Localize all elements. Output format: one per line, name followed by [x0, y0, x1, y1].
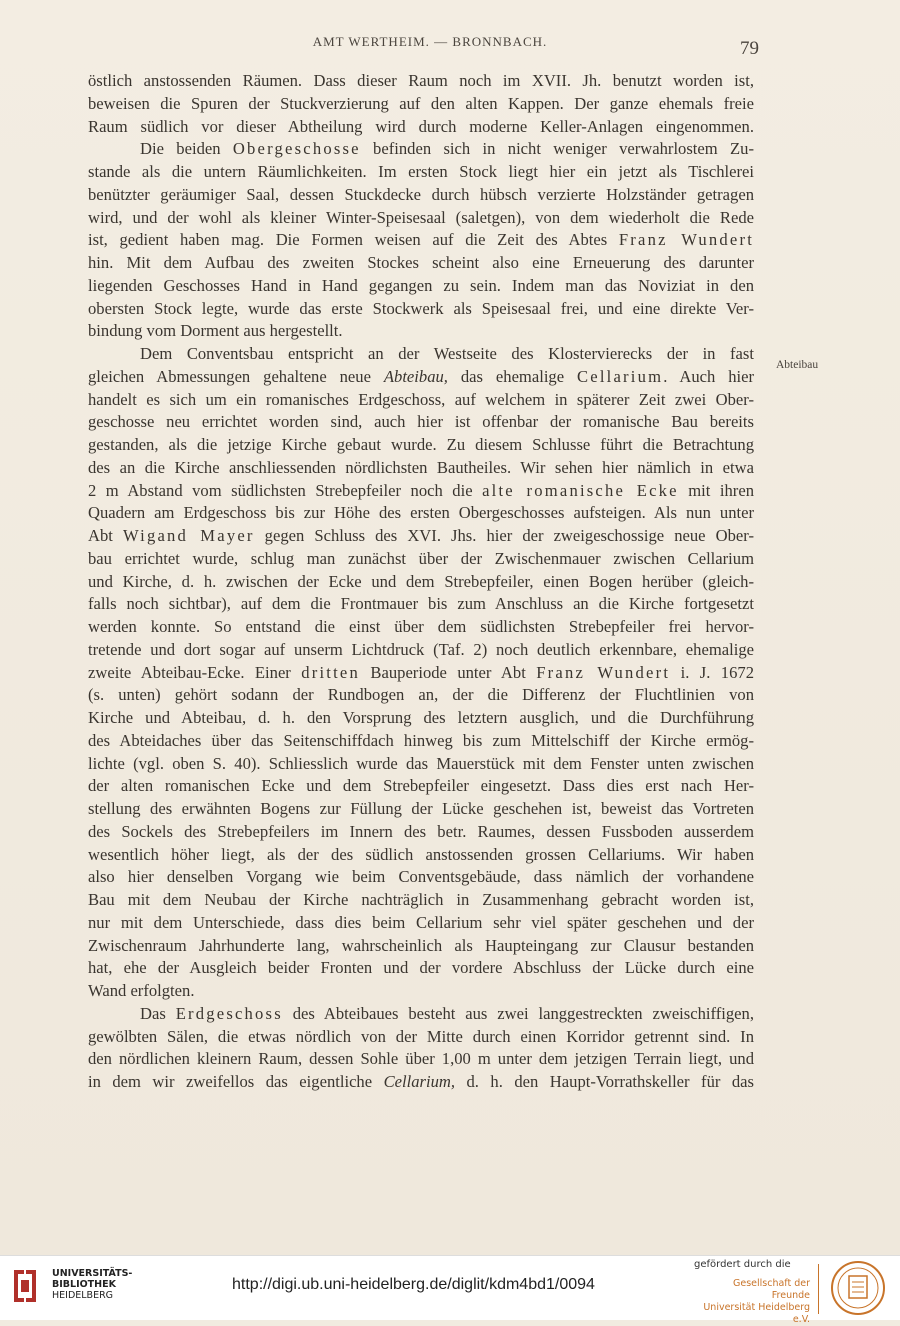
text-line: benützter geräumiger Saal, dessen Stuckdecke durch hübsch verzierte Holzständer getragen: [88, 184, 754, 204]
footer-divider: [818, 1264, 819, 1314]
ub-heidelberg-logo-icon[interactable]: [10, 1266, 40, 1306]
ub-name: UNIVERSITÄTS- BIBLIOTHEK HEIDELBERG: [52, 1268, 133, 1301]
page-number: 79: [740, 38, 759, 59]
text-line: nur mit dem Unterschiede, dass dies beim Cellarium sehr viel später geschehen und der: [88, 912, 754, 932]
text-line: liegenden Geschosses Hand in Hand gegangen zu sein. Indem man das Noviziat in den: [88, 275, 754, 295]
text-line: Kirche und Abteibau, d. h. den Vorsprung des letztern ausglich, und die Durchführung: [88, 708, 754, 727]
university-seal-icon: [830, 1260, 886, 1316]
text-line: beweisen die Spuren der Stuckverzierung auf den alten Kappen. Der ganze ehemals freie: [88, 93, 754, 113]
text-line: bindung vom Dorment aus hergestellt.: [88, 321, 343, 341]
body-text: [88, 70, 754, 1094]
text-line: handelt es sich um ein romanisches Erdgeschoss, auf welchem in späterer Zeit zwei Ober-: [88, 389, 754, 409]
text-line: werden konnte. So entstand die einst über dem südlichsten Strebepfeiler frei hervor-: [88, 617, 754, 636]
supported-by-label: gefördert durch die: [694, 1259, 791, 1270]
footer-bar: [0, 1255, 900, 1325]
text-line: (s. unten) gehört sodann der Rundbogen an, der die Differenz der Fluchtlinien von: [88, 685, 754, 705]
text-line: Raum südlich vor dieser Abtheilung wird durch moderne Keller-Anlagen eingenommen.: [88, 116, 754, 136]
text-line: wird, und der wohl als kleiner Winter-Speisesaal (saletgen), von dem wiederholt die Rede: [88, 207, 754, 227]
text-line: bau errichtet wurde, schlug man zunächst über der Zwischenmauer zwischen Cellarium: [88, 548, 754, 568]
text-line: tretende und dort sogar auf unserm Lichtdruck (Taf. 2) noch deutlich erkennbare, ehemalige: [88, 639, 754, 659]
text-line: stellung des erwähnten Bogens zur Füllung der Lücke geschehen ist, beweist das Vortreten: [88, 799, 754, 818]
text-line: geschosse neu errichtet worden sind, auch hier ist offenbar der romanische Bau bereits: [88, 412, 754, 432]
text-line: 2 m Abstand vom südlichsten Strebepfeiler noch die alte romanische Ecke mit ihren: [88, 480, 754, 500]
text-line: falls noch sichtbar), auf dem die Frontmauer bis zum Anschluss an die Kirche fortgesetzt: [88, 594, 754, 614]
text-line: Bau mit dem Neubau der Kirche nachträglich in Zusammenhang gebracht worden ist,: [88, 890, 754, 909]
permalink-url[interactable]: http://digi.ub.uni-heidelberg.de/diglit/kdm4bd1/0094: [232, 1276, 595, 1293]
text-line: hin. Mit dem Aufbau des zweiten Stockes scheint also eine Erneuerung des darunter: [88, 253, 754, 272]
text-line: in dem wir zweifellos das eigentliche Cellarium, d. h. den Haupt-Vorrathskeller für das: [88, 1072, 754, 1091]
text-line: gestanden, als die jetzige Kirche gebaut wurde. Zu diesem Schlusse führt die Betrachtung: [88, 435, 754, 454]
text-line: hat, ehe der Ausgleich beider Fronten und der vordere Abschluss der Lücke durch eine: [88, 958, 754, 978]
text-line: also hier denselben Vorgang wie beim Conventsgebäude, dass nämlich der vorhandene: [88, 867, 754, 887]
text-line: gewölbten Sälen, die etwas nördlich von der Mitte durch einen Korridor getrennt sind. In: [88, 1026, 754, 1046]
text-line: wesentlich höher liegt, als der des südlich anstossenden grossen Cellariums. Wir haben: [88, 844, 754, 864]
text-line: Das Erdgeschoss des Abteibaues besteht aus zwei langgestreckten zweischiffigen,: [140, 1003, 754, 1023]
text-line: ist, gedient haben mag. Die Formen weisen auf die Zeit des Abtes Franz Wundert: [88, 230, 755, 250]
text-line: lichte (vgl. oben S. 40). Schliesslich wurde das Mauerstück mit dem Fenster unten zwischen: [88, 753, 754, 773]
text-line: Quadern am Erdgeschoss bis zur Höhe des ersten Obergeschosses aufsteigen. Als nun unter: [88, 503, 754, 523]
society-name[interactable]: Gesellschaft der Freunde Universität Heidelberg e.V.: [703, 1278, 810, 1325]
text-line: Zwischenraum Jahrhunderte lang, wahrscheinlich als Haupteingang zur Clausur bestanden: [88, 935, 754, 955]
text-line: Dem Conventsbau entspricht an der Westseite des Klostervierecks der in fast: [140, 344, 754, 363]
text-line: östlich anstossenden Räumen. Dass dieser Raum noch im XVII. Jh. benutzt worden ist,: [88, 71, 754, 90]
text-line: obersten Stock legte, wurde das erste Stockwerk als Speisesaal frei, und eine direkte Ver-: [88, 298, 754, 318]
text-line: Abt Wigand Mayer gegen Schluss des XVI. Jhs. hier der zweigeschossige neue Ober-: [88, 526, 754, 545]
text-line: und Kirche, d. h. zwischen der Ecke und dem Strebepfeiler, einen Bogen herüber (gleich-: [88, 571, 754, 591]
text-line: des Abteidaches über das Seitenschiffdach hinweg bis zum Mittelschiff der Kirche ermög-: [88, 730, 754, 750]
text-line: des an die Kirche anschliessenden nördlichsten Bautheiles. Wir sehen hier nämlich in etwa: [88, 457, 754, 477]
text-line: Die beiden Obergeschosse befinden sich in nicht weniger verwahrlostem Zu-: [140, 139, 754, 159]
text-line: gleichen Abmessungen gehaltene neue Abteibau, das ehemalige Cellarium. Auch hier: [88, 366, 754, 386]
text-line: stande als die untern Räumlichkeiten. Im ersten Stock liegt hier ein jetzt als Tischlerei: [88, 162, 754, 181]
running-head: AMT WERTHEIM. — BRONNBACH.: [312, 34, 548, 49]
text-line: der alten romanischen Ecke und dem Strebepfeiler eingesetzt. Dass dies erst nach Her-: [88, 776, 754, 796]
margin-note: Abteibau: [776, 359, 819, 371]
text-line: zweite Abteibau-Ecke. Einer dritten Bauperiode unter Abt Franz Wundert i. J. 1672: [88, 662, 754, 682]
text-line: Wand erfolgten.: [88, 981, 195, 1000]
text-line: den nördlichen kleinern Raum, dessen Sohle über 1,00 m unter dem jetzigen Terrain liegt, und: [88, 1049, 754, 1069]
text-line: des Sockels des Strebepfeilers im Innern des betr. Raumes, dessen Fussboden ausserdem: [88, 821, 754, 841]
